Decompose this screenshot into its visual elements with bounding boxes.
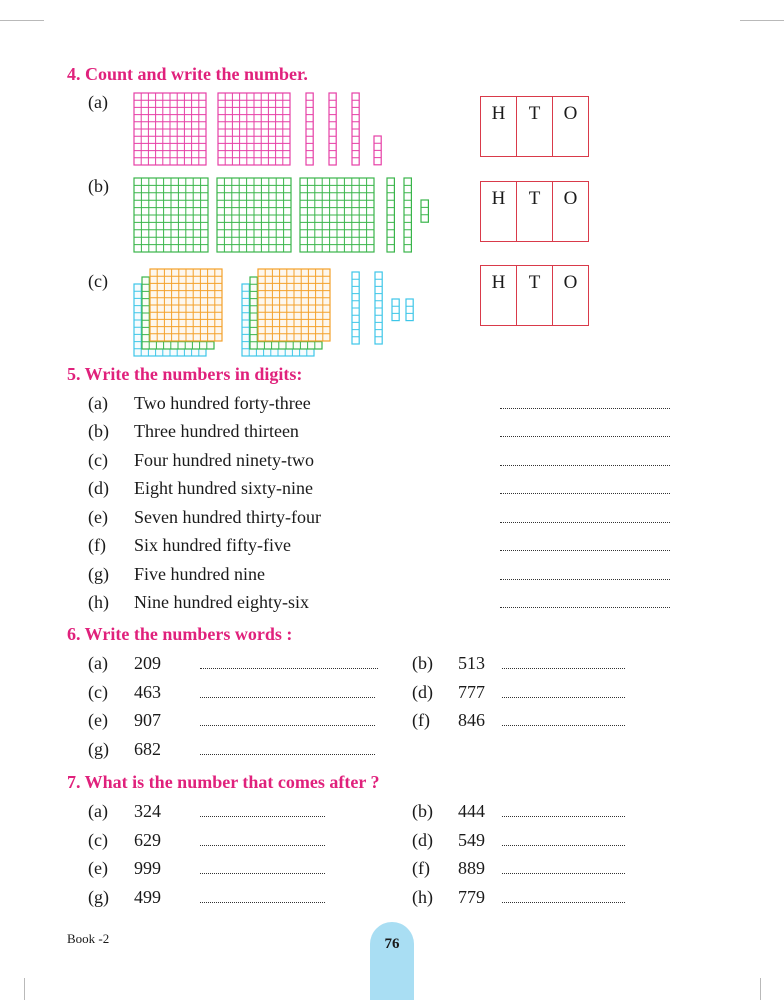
q7-number: 629 [134, 830, 161, 850]
q5-label: (g) [88, 564, 109, 584]
page-number: 76 [370, 922, 414, 1000]
q6-label: (f) [412, 710, 430, 730]
q5-text: Three hundred thirteen [134, 421, 299, 441]
hto-hundreds[interactable]: H [481, 266, 517, 325]
q7-number: 999 [134, 858, 161, 878]
q5-label: (b) [88, 421, 109, 441]
q6-label: (a) [88, 653, 108, 673]
q7-answer-line[interactable] [502, 845, 625, 846]
q4-label-b: (b) [88, 176, 109, 196]
q7-answer-line[interactable] [200, 873, 325, 874]
hto-box-b[interactable] [480, 181, 589, 242]
q7-label: (a) [88, 801, 108, 821]
q5-answer-line[interactable] [500, 408, 670, 409]
q7-number: 889 [458, 858, 485, 878]
q5-label: (d) [88, 478, 109, 498]
hto-tens[interactable]: T [517, 97, 553, 156]
ten-rod [329, 93, 336, 165]
hto-tens[interactable]: T [517, 266, 553, 325]
q5-answer-line[interactable] [500, 579, 670, 580]
q6-number: 209 [134, 653, 161, 673]
q5-answer-line[interactable] [500, 522, 670, 523]
q5-text: Seven hundred thirty-four [134, 507, 321, 527]
hto-ones[interactable]: O [563, 103, 578, 124]
q5-text: Two hundred forty-three [134, 393, 311, 413]
q7-label: (b) [412, 801, 433, 821]
ten-rod [404, 178, 411, 252]
q6-answer-line[interactable] [200, 697, 375, 698]
q5-text: Five hundred nine [134, 564, 265, 584]
hto-box-c[interactable] [480, 265, 589, 326]
hundred-block [217, 178, 291, 252]
q7-number: 324 [134, 801, 161, 821]
q6-label: (b) [412, 653, 433, 673]
q6-label: (g) [88, 739, 109, 759]
crop-mark [760, 978, 761, 1000]
hto-hundreds[interactable]: H [481, 97, 517, 156]
q5-answer-line[interactable] [500, 493, 670, 494]
q5-label: (h) [88, 592, 109, 612]
q6-number: 513 [458, 653, 485, 673]
ones-cubes [374, 136, 381, 165]
base-ten-blocks [0, 0, 784, 380]
q7-number: 779 [458, 887, 485, 907]
q6-number: 846 [458, 710, 485, 730]
q7-label: (f) [412, 858, 430, 878]
q7-label: (h) [412, 887, 433, 907]
q6-label: (e) [88, 710, 108, 730]
ten-rod [375, 272, 382, 344]
q5-answer-line[interactable] [500, 465, 670, 466]
q6-answer-line[interactable] [502, 697, 625, 698]
q7-number: 499 [134, 887, 161, 907]
q7-label: (g) [88, 887, 109, 907]
hto-box-a[interactable] [480, 96, 589, 157]
q5-title: 5. Write the numbers in digits: [67, 364, 303, 384]
q7-answer-line[interactable] [200, 902, 325, 903]
crop-mark [24, 978, 25, 1000]
q4-title: 4. Count and write the number. [67, 64, 308, 84]
hundred-block [134, 93, 206, 165]
q6-number: 463 [134, 682, 161, 702]
q6-answer-line[interactable] [200, 725, 375, 726]
q6-number: 907 [134, 710, 161, 730]
q7-number: 444 [458, 801, 485, 821]
q5-label: (c) [88, 450, 108, 470]
hundred-block [134, 178, 208, 252]
q6-label: (c) [88, 682, 108, 702]
q7-label: (c) [88, 830, 108, 850]
q7-answer-line[interactable] [502, 873, 625, 874]
q6-answer-line[interactable] [200, 754, 375, 755]
hundred-block-front [150, 269, 222, 341]
q5-label: (a) [88, 393, 108, 413]
hundred-block [300, 178, 374, 252]
book-label: Book -2 [67, 931, 110, 946]
q5-text: Nine hundred eighty-six [134, 592, 309, 612]
q6-answer-line[interactable] [502, 725, 625, 726]
q5-label: (f) [88, 535, 106, 555]
ten-rod [352, 272, 359, 344]
q6-answer-line[interactable] [200, 668, 378, 669]
ten-rod [352, 93, 359, 165]
q6-label: (d) [412, 682, 433, 702]
q7-answer-line[interactable] [200, 816, 325, 817]
q5-answer-line[interactable] [500, 607, 670, 608]
q7-title: 7. What is the number that comes after ? [67, 772, 380, 792]
q6-number: 682 [134, 739, 161, 759]
q7-label: (e) [88, 858, 108, 878]
q7-answer-line[interactable] [200, 845, 325, 846]
q7-label: (d) [412, 830, 433, 850]
q5-text: Four hundred ninety-two [134, 450, 314, 470]
hto-ones[interactable]: O [563, 272, 578, 293]
q6-title: 6. Write the numbers words : [67, 624, 293, 644]
ones-cubes [392, 299, 399, 321]
q7-answer-line[interactable] [502, 902, 625, 903]
q5-text: Eight hundred sixty-nine [134, 478, 313, 498]
ten-rod [387, 178, 394, 252]
q4-label-a: (a) [88, 92, 108, 112]
hto-ones[interactable]: O [563, 188, 578, 209]
q6-answer-line[interactable] [502, 668, 625, 669]
q5-text: Six hundred fifty-five [134, 535, 291, 555]
q5-answer-line[interactable] [500, 550, 670, 551]
ten-rod [306, 93, 313, 165]
q5-answer-line[interactable] [500, 436, 670, 437]
hto-tens[interactable]: T [517, 182, 553, 241]
ones-cubes [406, 299, 413, 321]
q7-answer-line[interactable] [502, 816, 625, 817]
hundred-block [218, 93, 290, 165]
hto-hundreds[interactable]: H [481, 182, 517, 241]
q4-label-c: (c) [88, 271, 108, 291]
q6-number: 777 [458, 682, 485, 702]
q7-number: 549 [458, 830, 485, 850]
hundred-block-front [258, 269, 330, 341]
q5-label: (e) [88, 507, 108, 527]
ones-cubes [421, 200, 428, 222]
